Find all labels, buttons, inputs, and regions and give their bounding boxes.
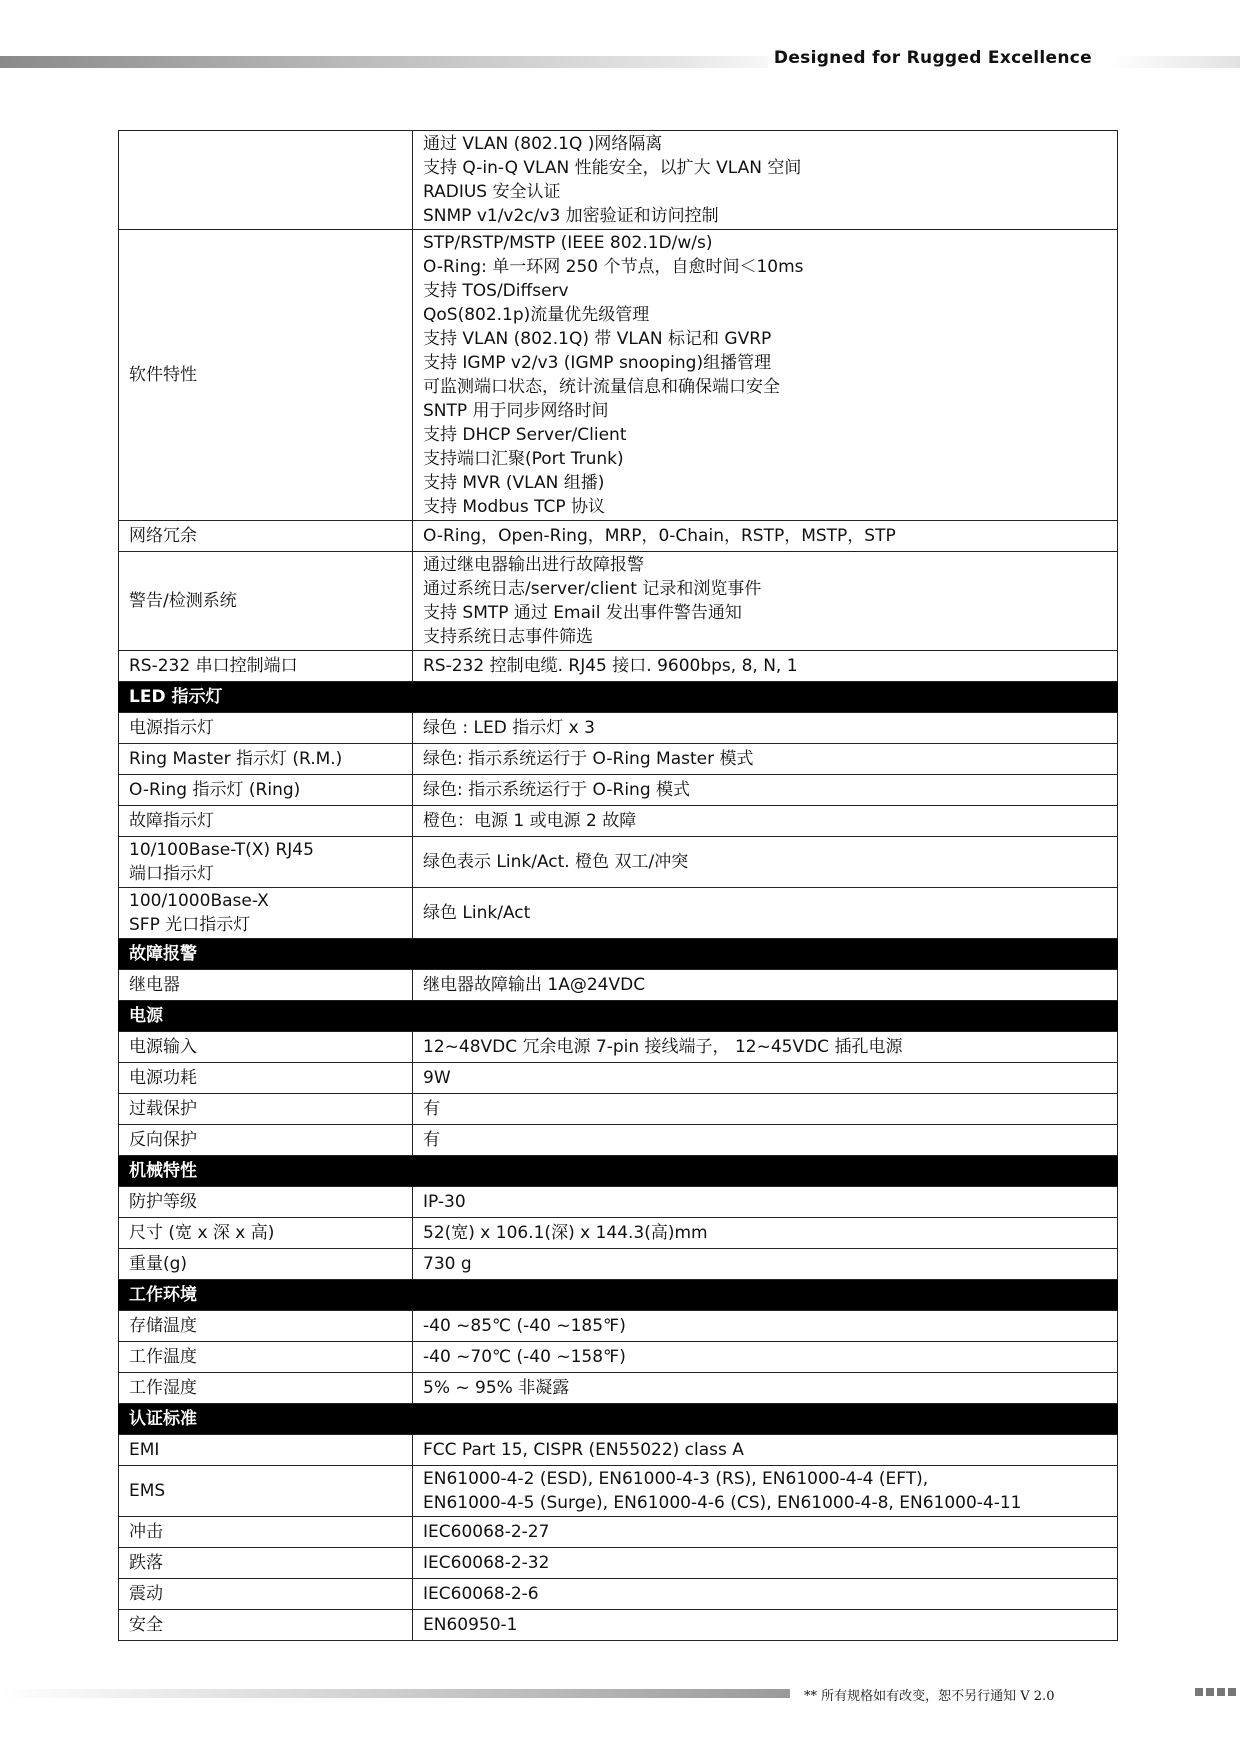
spec-table [118,130,1118,1641]
table-row [119,775,1118,806]
row-value: 橙色：电源 1 或电源 2 故障 [413,806,1118,837]
security-line: SNMP v1/v2c/v3 加密验证和访问控制 [423,206,719,226]
table-row [119,1311,1118,1342]
row-label: 继电器 [119,970,413,1001]
software-line: 支持 Modbus TCP 协议 [423,497,606,517]
header-gradient-bar-right [1110,56,1240,68]
row-label: 跌落 [119,1548,413,1579]
section-header [119,1001,1118,1032]
row-label: O-Ring 指示灯 (Ring) [119,775,413,806]
section-header [119,939,1118,970]
footer-block [1217,1688,1225,1696]
software-line: 支持 MVR (VLAN 组播) [423,473,605,493]
alarm-line: 通过系统日志/server/client 记录和浏览事件 [423,579,762,599]
row-label: EMS [119,1466,413,1517]
table-row [119,1342,1118,1373]
footer-decoration [1195,1688,1236,1696]
row-label: EMI [119,1435,413,1466]
row-value: IEC60068-2-6 [413,1579,1118,1610]
row-value: IP-30 [413,1187,1118,1218]
software-line: STP/RSTP/MSTP (IEEE 802.1D/w/s) [423,233,713,253]
row-label: 冲击 [119,1517,413,1548]
row-value: EN60950-1 [413,1610,1118,1641]
row-label: RS-232 串口控制端口 [119,651,413,682]
software-line: 可监测端口状态，统计流量信息和确保端口安全 [423,377,780,397]
table-row [119,230,1118,521]
table-row [119,1125,1118,1156]
table-row [119,1610,1118,1641]
alarm-line: 支持 SMTP 通过 Email 发出事件警告通知 [423,603,742,623]
row-label: 尺寸 (宽 x 深 x 高) [119,1218,413,1249]
row-label: 反向保护 [119,1125,413,1156]
row-label: 电源输入 [119,1032,413,1063]
footer-block [1195,1688,1203,1696]
row-label: 震动 [119,1579,413,1610]
table-row [119,1466,1118,1517]
software-line: 支持 IGMP v2/v3 (IGMP snooping)组播管理 [423,353,772,373]
row-value: 绿色 : LED 指示灯 x 3 [413,713,1118,744]
section-title: 机械特性 [119,1156,413,1187]
security-line: RADIUS 安全认证 [423,182,561,202]
row-label [119,131,413,230]
section-title: 故障报警 [119,939,413,970]
row-label [119,837,413,888]
section-header [119,682,1118,713]
row-value: 9W [413,1063,1118,1094]
row-label: 警告/检测系统 [119,552,413,651]
row-value: 12~48VDC 冗余电源 7-pin 接线端子， 12~45VDC 插孔电源 [413,1032,1118,1063]
security-line: 通过 VLAN (802.1Q )网络隔离 [423,134,663,154]
row-value: 绿色: 指示系统运行于 O-Ring 模式 [413,775,1118,806]
table-row [119,1579,1118,1610]
row-value [413,1466,1118,1517]
row-value: 有 [413,1125,1118,1156]
table-row [119,806,1118,837]
alarm-line: 支持系统日志事件筛选 [423,627,593,647]
software-line: 支持 VLAN (802.1Q) 带 VLAN 标记和 GVRP [423,329,772,349]
footer-gradient-bar [0,1689,790,1698]
table-row [119,713,1118,744]
section-title: 认证标准 [119,1404,413,1435]
footer-note: ** 所有规格如有改变，恕不另行通知 V 2.0 [804,1689,1055,1704]
table-row [119,1063,1118,1094]
row-label: Ring Master 指示灯 (R.M.) [119,744,413,775]
software-line: O-Ring: 单一环网 250 个节点，自愈时间＜10ms [423,257,804,277]
section-title: LED 指示灯 [119,682,413,713]
table-row [119,744,1118,775]
section-header [119,1404,1118,1435]
row-label: 安全 [119,1610,413,1641]
table-row [119,1094,1118,1125]
table-row [119,1032,1118,1063]
table-row [119,1373,1118,1404]
label-line: 10/100Base-T(X) RJ45 [129,840,314,860]
row-label [119,888,413,939]
row-label: 工作温度 [119,1342,413,1373]
row-label: 电源功耗 [119,1063,413,1094]
table-row [119,651,1118,682]
table-row [119,1517,1118,1548]
row-value: 5% ~ 95% 非凝露 [413,1373,1118,1404]
row-value: 52(宽) x 106.1(深) x 144.3(高)mm [413,1218,1118,1249]
row-value [413,552,1118,651]
row-label: 工作湿度 [119,1373,413,1404]
security-line: 支持 Q-in-Q VLAN 性能安全，以扩大 VLAN 空间 [423,158,802,178]
table-row [119,521,1118,552]
row-value: IEC60068-2-27 [413,1517,1118,1548]
table-row [119,131,1118,230]
row-label: 故障指示灯 [119,806,413,837]
row-value: 绿色表示 Link/Act. 橙色 双工/冲突 [413,837,1118,888]
section-title: 工作环境 [119,1280,413,1311]
software-line: SNTP 用于同步网络时间 [423,401,609,421]
ems-line: EN61000-4-2 (ESD), EN61000-4-3 (RS), EN61000-4-4 (EFT), [423,1469,929,1489]
row-label: 电源指示灯 [119,713,413,744]
table-row [119,1218,1118,1249]
row-value: FCC Part 15, CISPR (EN55022) class A [413,1435,1118,1466]
table-row [119,552,1118,651]
software-line: 支持端口汇聚(Port Trunk) [423,449,624,469]
row-label: 重量(g) [119,1249,413,1280]
row-value: IEC60068-2-32 [413,1548,1118,1579]
software-line: QoS(802.1p)流量优先级管理 [423,305,650,325]
row-value: 绿色: 指示系统运行于 O-Ring Master 模式 [413,744,1118,775]
table-row [119,1435,1118,1466]
ems-line: EN61000-4-5 (Surge), EN61000-4-6 (CS), EN61000-4-8, EN61000-4-11 [423,1493,1022,1513]
row-value: -40 ~85℃ (-40 ~185℉) [413,1311,1118,1342]
row-value: 绿色 Link/Act [413,888,1118,939]
label-line: SFP 光口指示灯 [129,915,251,935]
section-title: 电源 [119,1001,413,1032]
table-row [119,1548,1118,1579]
section-header [119,1156,1118,1187]
footer-block [1206,1688,1214,1696]
row-value: RS-232 控制电缆. RJ45 接口. 9600bps, 8, N, 1 [413,651,1118,682]
section-header [119,1280,1118,1311]
software-line: 支持 DHCP Server/Client [423,425,627,445]
footer-block [1228,1688,1236,1696]
table-row [119,970,1118,1001]
software-line: 支持 TOS/Diffserv [423,281,569,301]
row-label: 网络冗余 [119,521,413,552]
row-value: 继电器故障输出 1A@24VDC [413,970,1118,1001]
alarm-line: 通过继电器输出进行故障报警 [423,555,644,575]
table-row [119,1187,1118,1218]
row-label: 软件特性 [119,230,413,521]
row-value: 有 [413,1094,1118,1125]
header-slogan: Designed for Rugged Excellence [768,48,1098,68]
label-line: 100/1000Base-X [129,891,269,911]
table-row [119,888,1118,939]
table-row [119,837,1118,888]
label-line: 端口指示灯 [129,864,214,884]
row-value [413,131,1118,230]
row-value: 730 g [413,1249,1118,1280]
row-label: 防护等级 [119,1187,413,1218]
row-label: 过载保护 [119,1094,413,1125]
row-value [413,230,1118,521]
table-row [119,1249,1118,1280]
row-label: 存储温度 [119,1311,413,1342]
row-value: O-Ring，Open-Ring，MRP，0-Chain，RSTP，MSTP，STP [413,521,1118,552]
row-value: -40 ~70℃ (-40 ~158℉) [413,1342,1118,1373]
